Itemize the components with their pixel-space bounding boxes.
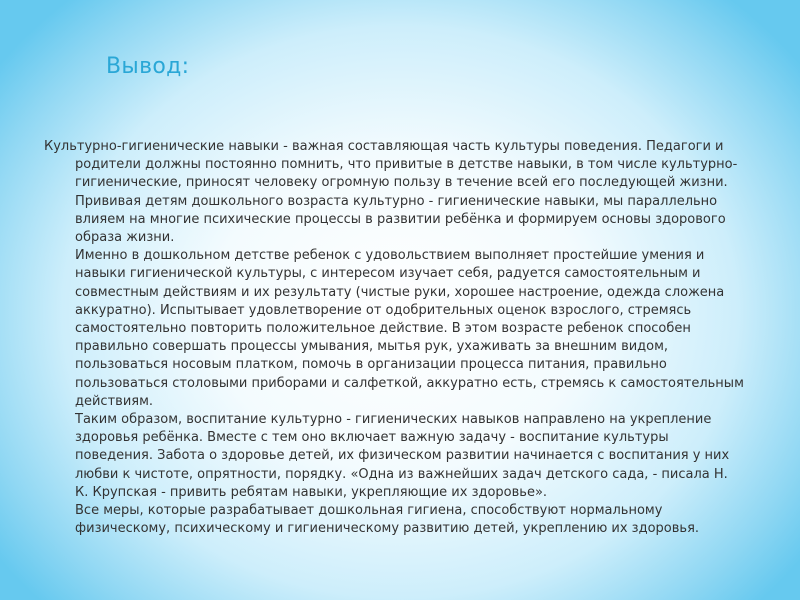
slide-body <box>44 138 744 538</box>
paragraph-measures: Все меры, которые разрабатывает дошкольная гигиена, способствуют нормальному физическому, психическому и гигиеническому развитию детей, укреплению их здоровья. <box>75 503 700 537</box>
slide-title: Вывод: <box>106 54 190 79</box>
paragraph-preschool: Именно в дошкольном детстве ребенок с удовольствием выполняет простейшие умения и навыки гигиенической культуры, с интересом изучает себя, радуется самостоятельным и совместным действиям и их результату (чистые руки, хорошее настроение, одежда сложена аккуратно). Испытывает удовлетворение от одобрительных оценок взрослого, стремясь самостоятельно повторить положительное действие. В этом возрасте ребенок способен правильно совершать процессы умывания, мытья рук, ухаживать за внешним видом, пользоваться носовым платком, помочь в организации процесса питания, правильно пользоваться столовыми приборами и салфеткой, аккуратно есть, стремясь к самостоятельным действиям. <box>75 248 744 409</box>
paragraph-conclusion: Таким образом, воспитание культурно - гигиенических навыков направлено на укрепление здоровья ребёнка. Вместе с тем оно включает важную задачу - воспитание культуры поведения. Забота о здоровье детей, их физическом развитии начинается с воспитания у них любви к чистоте, опрятности, порядку. «Одна из важнейших задач детского сада, - писала Н. К. Крупская - привить ребятам навыки, укрепляющие их здоровье». <box>75 412 730 500</box>
paragraph-intro: Культурно-гигиенические навыки - важная составляющая часть культуры поведения. Педагоги и родители должны постоянно помнить, что привитые в детстве навыки, в том числе культурно-гигиенические, приносят человеку огромную пользу в течение всей его последующей жизни. Прививая детям дошкольного возраста культурно - гигиенические навыки, мы параллельно влияем на многие психические процессы в развитии ребёнка и формируем основы здорового образа жизни. <box>44 139 738 246</box>
